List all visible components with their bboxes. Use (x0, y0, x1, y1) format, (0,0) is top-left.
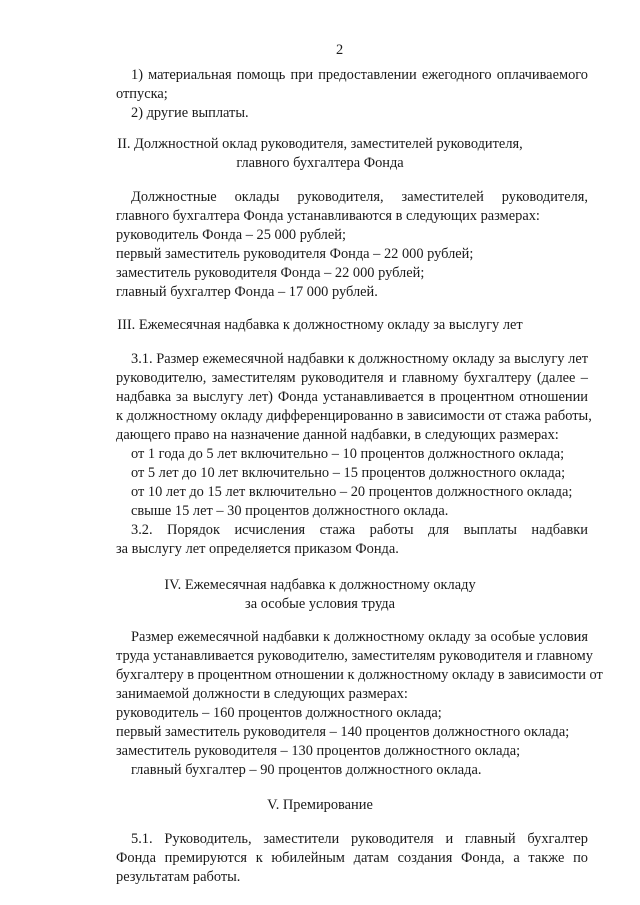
section-heading: II. Должностной оклад руководителя, заместителей руководителя, (117, 136, 523, 152)
paragraph-line: 2) другие выплаты. (131, 105, 249, 121)
paragraph-line: первый заместитель руководителя – 140 процентов должностного оклада; (116, 724, 570, 740)
paragraph-line: труда устанавливается руководителю, заместителям руководителя и главному (116, 648, 593, 664)
section-heading: V. Премирование (267, 797, 373, 813)
paragraph-line: руководитель Фонда – 25 000 рублей; (116, 227, 346, 243)
paragraph-line: первый заместитель руководителя Фонда – 22 000 рублей; (116, 246, 474, 262)
paragraph-line: от 5 лет до 10 лет включительно – 15 процентов должностного оклада; (131, 465, 566, 481)
paragraph-line: главный бухгалтер Фонда – 17 000 рублей. (116, 284, 378, 300)
paragraph-line: 5.1. Руководитель, заместители руководителя и главный бухгалтер (131, 831, 588, 847)
paragraph-line: результатам работы. (116, 869, 241, 885)
section-heading: IV. Ежемесячная надбавка к должностному окладу (164, 577, 476, 593)
paragraph-line: от 10 лет до 15 лет включительно – 20 процентов должностного оклада; (131, 484, 573, 500)
paragraph-line: руководитель – 160 процентов должностного оклада; (116, 705, 442, 721)
section-heading: главного бухгалтера Фонда (236, 155, 404, 171)
paragraph-line: за выслугу лет определяется приказом Фонда. (116, 541, 399, 557)
paragraph-line: надбавка за выслугу лет) Фонда устанавливается в процентном отношении (116, 389, 588, 405)
page-number: 2 (336, 42, 344, 58)
paragraph-line: Размер ежемесячной надбавки к должностному окладу за особые условия (131, 629, 588, 645)
paragraph-line: Должностные оклады руководителя, заместителей руководителя, (131, 189, 588, 205)
paragraph-line: свыше 15 лет – 30 процентов должностного оклада. (131, 503, 449, 519)
paragraph-line: 3.1. Размер ежемесячной надбавки к должностному окладу за выслугу лет (131, 351, 588, 367)
paragraph-line: отпуска; (116, 86, 168, 102)
paragraph-line: заместитель руководителя Фонда – 22 000 рублей; (116, 265, 425, 281)
paragraph-line: руководителю, заместителям руководителя и главному бухгалтеру (далее – (116, 370, 588, 386)
paragraph-line: бухгалтеру в процентном отношении к должностному окладу в зависимости от (116, 667, 603, 683)
paragraph-line: главного бухгалтера Фонда устанавливаются в следующих размерах: (116, 208, 540, 224)
paragraph-line: занимаемой должности в следующих размерах: (116, 686, 408, 702)
paragraph-line: Фонда премируются к юбилейным датам создания Фонда, а также по (116, 850, 588, 866)
paragraph-line: главный бухгалтер – 90 процентов должностного оклада. (131, 762, 482, 778)
paragraph-line: к должностному окладу дифференцированно в зависимости от стажа работы, (116, 408, 592, 424)
paragraph-line: 1) материальная помощь при предоставлении ежегодного оплачиваемого (131, 67, 588, 83)
paragraph-line: заместитель руководителя – 130 процентов должностного оклада; (116, 743, 521, 759)
paragraph-line: от 1 года до 5 лет включительно – 10 процентов должностного оклада; (131, 446, 565, 462)
paragraph-line: 3.2. Порядок исчисления стажа работы для выплаты надбавки (131, 522, 588, 538)
paragraph-line: дающего право на назначение данной надбавки, в следующих размерах: (116, 427, 559, 443)
section-heading: за особые условия труда (245, 596, 395, 612)
section-heading: III. Ежемесячная надбавка к должностному окладу за выслугу лет (117, 317, 523, 333)
